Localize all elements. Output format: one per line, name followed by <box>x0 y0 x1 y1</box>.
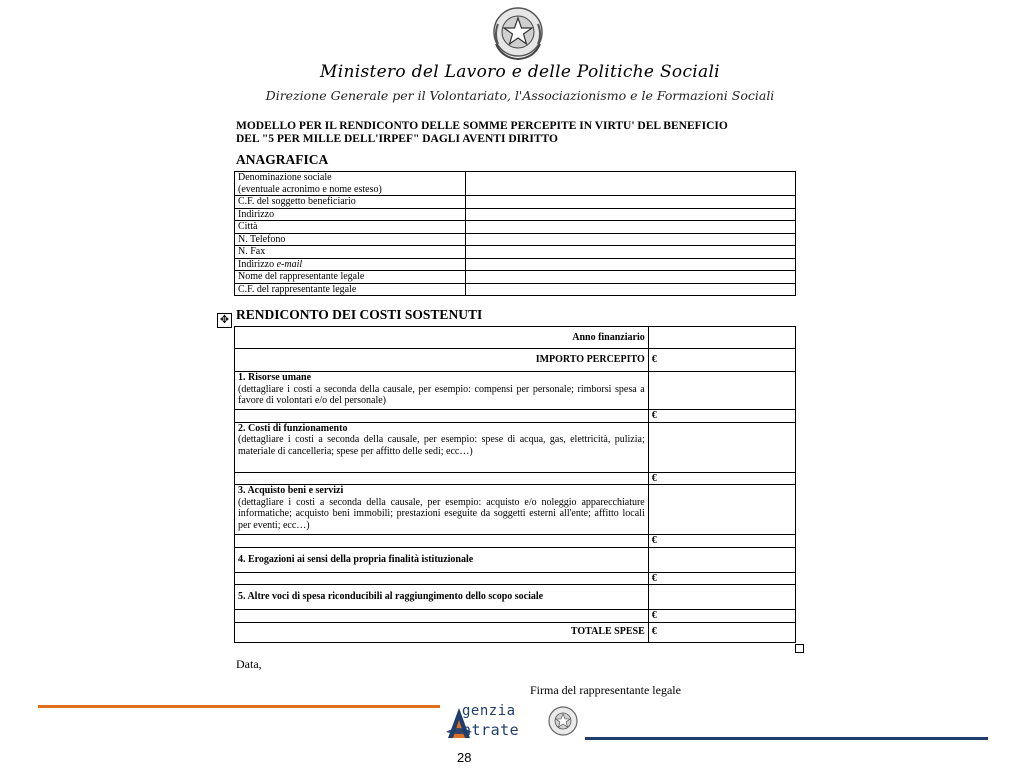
cost-item-row <box>235 585 796 610</box>
anagrafica-value-cell[interactable] <box>466 283 796 296</box>
cost-item-details: (dettagliare i costi a seconda della causale, per esempio: compensi per personale; rimborsi spesa a favore di volontari e/o del personale) <box>238 383 645 406</box>
cost-item-value-cell[interactable] <box>648 372 795 410</box>
cost-item-amount[interactable] <box>648 410 795 423</box>
cost-item-amount[interactable] <box>648 572 795 585</box>
totale-row <box>235 622 796 642</box>
model-title-line-1: MODELLO PER IL RENDICONTO DELLE SOMME PERCEPITE IN VIRTU' DEL BENEFICIO <box>236 120 728 132</box>
currency-symbol: € <box>651 535 657 546</box>
signature-label: Firma del rappresentante legale <box>530 683 681 697</box>
anagrafica-title: ANAGRAFICA <box>236 152 329 167</box>
footer-orange-rule <box>38 705 440 708</box>
anagrafica-row <box>235 233 796 246</box>
cost-item-amount-row <box>235 410 796 423</box>
currency-symbol: € <box>651 410 657 421</box>
anagrafica-value-cell[interactable] <box>466 233 796 246</box>
importo-value-cell[interactable] <box>648 349 795 372</box>
footer-blue-rule <box>585 737 988 740</box>
anno-value-cell[interactable] <box>648 327 795 349</box>
anagrafica-table <box>234 171 796 296</box>
page-number: 28 <box>457 750 472 765</box>
anagrafica-row <box>235 172 796 196</box>
anno-label: Anno finanziario <box>235 327 649 349</box>
anagrafica-label: Indirizzo <box>235 208 466 221</box>
cost-item-details: (dettagliare i costi a seconda della causale, per esempio: acquisto e/o noleggio apparecchiature informatiche; acquisto beni immobili; prestazioni eseguite da soggetti esterni all'ente; affitto locali per eventi; ecc…) <box>238 496 645 531</box>
anagrafica-label: Città <box>235 221 466 234</box>
cost-item-title: 3. Acquisto beni e servizi <box>238 485 344 496</box>
cost-item-value-cell[interactable] <box>648 585 795 610</box>
cost-item-spacer <box>235 472 649 485</box>
rendiconto-title: RENDICONTO DEI COSTI SOSTENUTI <box>236 307 483 322</box>
model-title <box>236 120 816 146</box>
table-move-handle-icon[interactable]: ✥ <box>217 313 232 328</box>
cost-item-title: 2. Costi di funzionamento <box>238 422 348 434</box>
cost-item-spacer <box>235 572 649 585</box>
cost-item-amount-row <box>235 610 796 623</box>
cost-item-details: (dettagliare i costi a seconda della causale, per esempio: spese di acqua, gas, elettricità, pulizia; materiale di cancelleria; spese per affitto delle sedi; ecc…) <box>238 434 645 457</box>
anagrafica-row <box>235 283 796 296</box>
currency-symbol: € <box>651 626 657 638</box>
cost-item-value-cell[interactable] <box>648 547 795 572</box>
anagrafica-row <box>235 208 796 221</box>
anagrafica-row <box>235 196 796 209</box>
currency-symbol: € <box>651 572 657 584</box>
logo-text-line-2: ntrate <box>462 721 520 739</box>
anagrafica-value-cell[interactable] <box>466 258 796 271</box>
cost-item-description <box>235 547 649 572</box>
anagrafica-label: Nome del rappresentante legale <box>235 271 466 284</box>
cost-item-title: 1. Risorse umane <box>238 372 312 383</box>
anagrafica-value-cell[interactable] <box>466 196 796 209</box>
cost-item-row <box>235 372 796 410</box>
italian-republic-emblem-icon <box>488 4 548 62</box>
importo-row <box>235 349 796 372</box>
totale-value-cell[interactable] <box>648 622 795 642</box>
direction-name: Direzione Generale per il Volontariato, l'Associazionismo e le Formazioni Sociali <box>265 88 775 103</box>
logo-text-line-1: genzia <box>462 703 516 719</box>
cost-item-spacer <box>235 610 649 623</box>
anagrafica-label <box>235 172 466 196</box>
anagrafica-value-cell[interactable] <box>466 246 796 259</box>
label-italic: e-mail <box>276 258 303 270</box>
anagrafica-label: N. Fax <box>235 246 466 259</box>
anagrafica-row <box>235 271 796 284</box>
ministry-name: Ministero del Lavoro e delle Politiche Sociali <box>320 62 720 82</box>
importo-label: IMPORTO PERCEPITO <box>235 349 649 372</box>
cost-item-description <box>235 422 649 472</box>
table-resize-handle[interactable] <box>795 644 804 653</box>
date-label: Data, <box>236 657 262 671</box>
anagrafica-row <box>235 221 796 234</box>
anagrafica-value-cell[interactable] <box>466 271 796 284</box>
currency-symbol: € <box>651 610 657 621</box>
cost-item-spacer <box>235 410 649 423</box>
anagrafica-value-cell[interactable] <box>466 208 796 221</box>
cost-item-description <box>235 585 649 610</box>
cost-item-amount[interactable] <box>648 472 795 485</box>
anagrafica-value-cell[interactable] <box>466 172 796 196</box>
currency-symbol: € <box>651 354 657 366</box>
anagrafica-label: C.F. del rappresentante legale <box>235 283 466 296</box>
anagrafica-label: N. Telefono <box>235 233 466 246</box>
anagrafica-row <box>235 246 796 259</box>
cost-item-amount[interactable] <box>648 610 795 623</box>
cost-item-amount-row <box>235 535 796 548</box>
label-line: (eventuale acronimo e nome esteso) <box>238 183 382 195</box>
cost-item-value-cell[interactable] <box>648 422 795 472</box>
cost-item-value-cell[interactable] <box>648 485 795 535</box>
anagrafica-label <box>235 258 466 271</box>
cost-item-row <box>235 547 796 572</box>
cost-item-amount-row <box>235 572 796 585</box>
label-text: Indirizzo <box>238 258 275 270</box>
anagrafica-row <box>235 258 796 271</box>
anagrafica-value-cell[interactable] <box>466 221 796 234</box>
cost-item-row <box>235 422 796 472</box>
label-line: Denominazione sociale <box>238 172 332 183</box>
costs-table <box>234 326 796 643</box>
cost-item-description <box>235 372 649 410</box>
cost-item-spacer <box>235 535 649 548</box>
cost-item-title: 4. Erogazioni ai sensi della propria finalità istituzionale <box>238 553 474 565</box>
cost-item-row <box>235 485 796 535</box>
cost-item-description <box>235 485 649 535</box>
totale-label: TOTALE SPESE <box>235 622 649 642</box>
currency-symbol: € <box>651 472 657 484</box>
anno-row <box>235 327 796 349</box>
cost-item-amount-row <box>235 472 796 485</box>
cost-item-amount[interactable] <box>648 535 795 548</box>
cost-item-title: 5. Altre voci di spesa riconducibili al raggiungimento dello scopo sociale <box>238 591 544 603</box>
anagrafica-label: C.F. del soggetto beneficiario <box>235 196 466 209</box>
model-title-line-2: DEL "5 PER MILLE DELL'IRPEF" DAGLI AVENTI DIRITTO <box>236 133 558 145</box>
